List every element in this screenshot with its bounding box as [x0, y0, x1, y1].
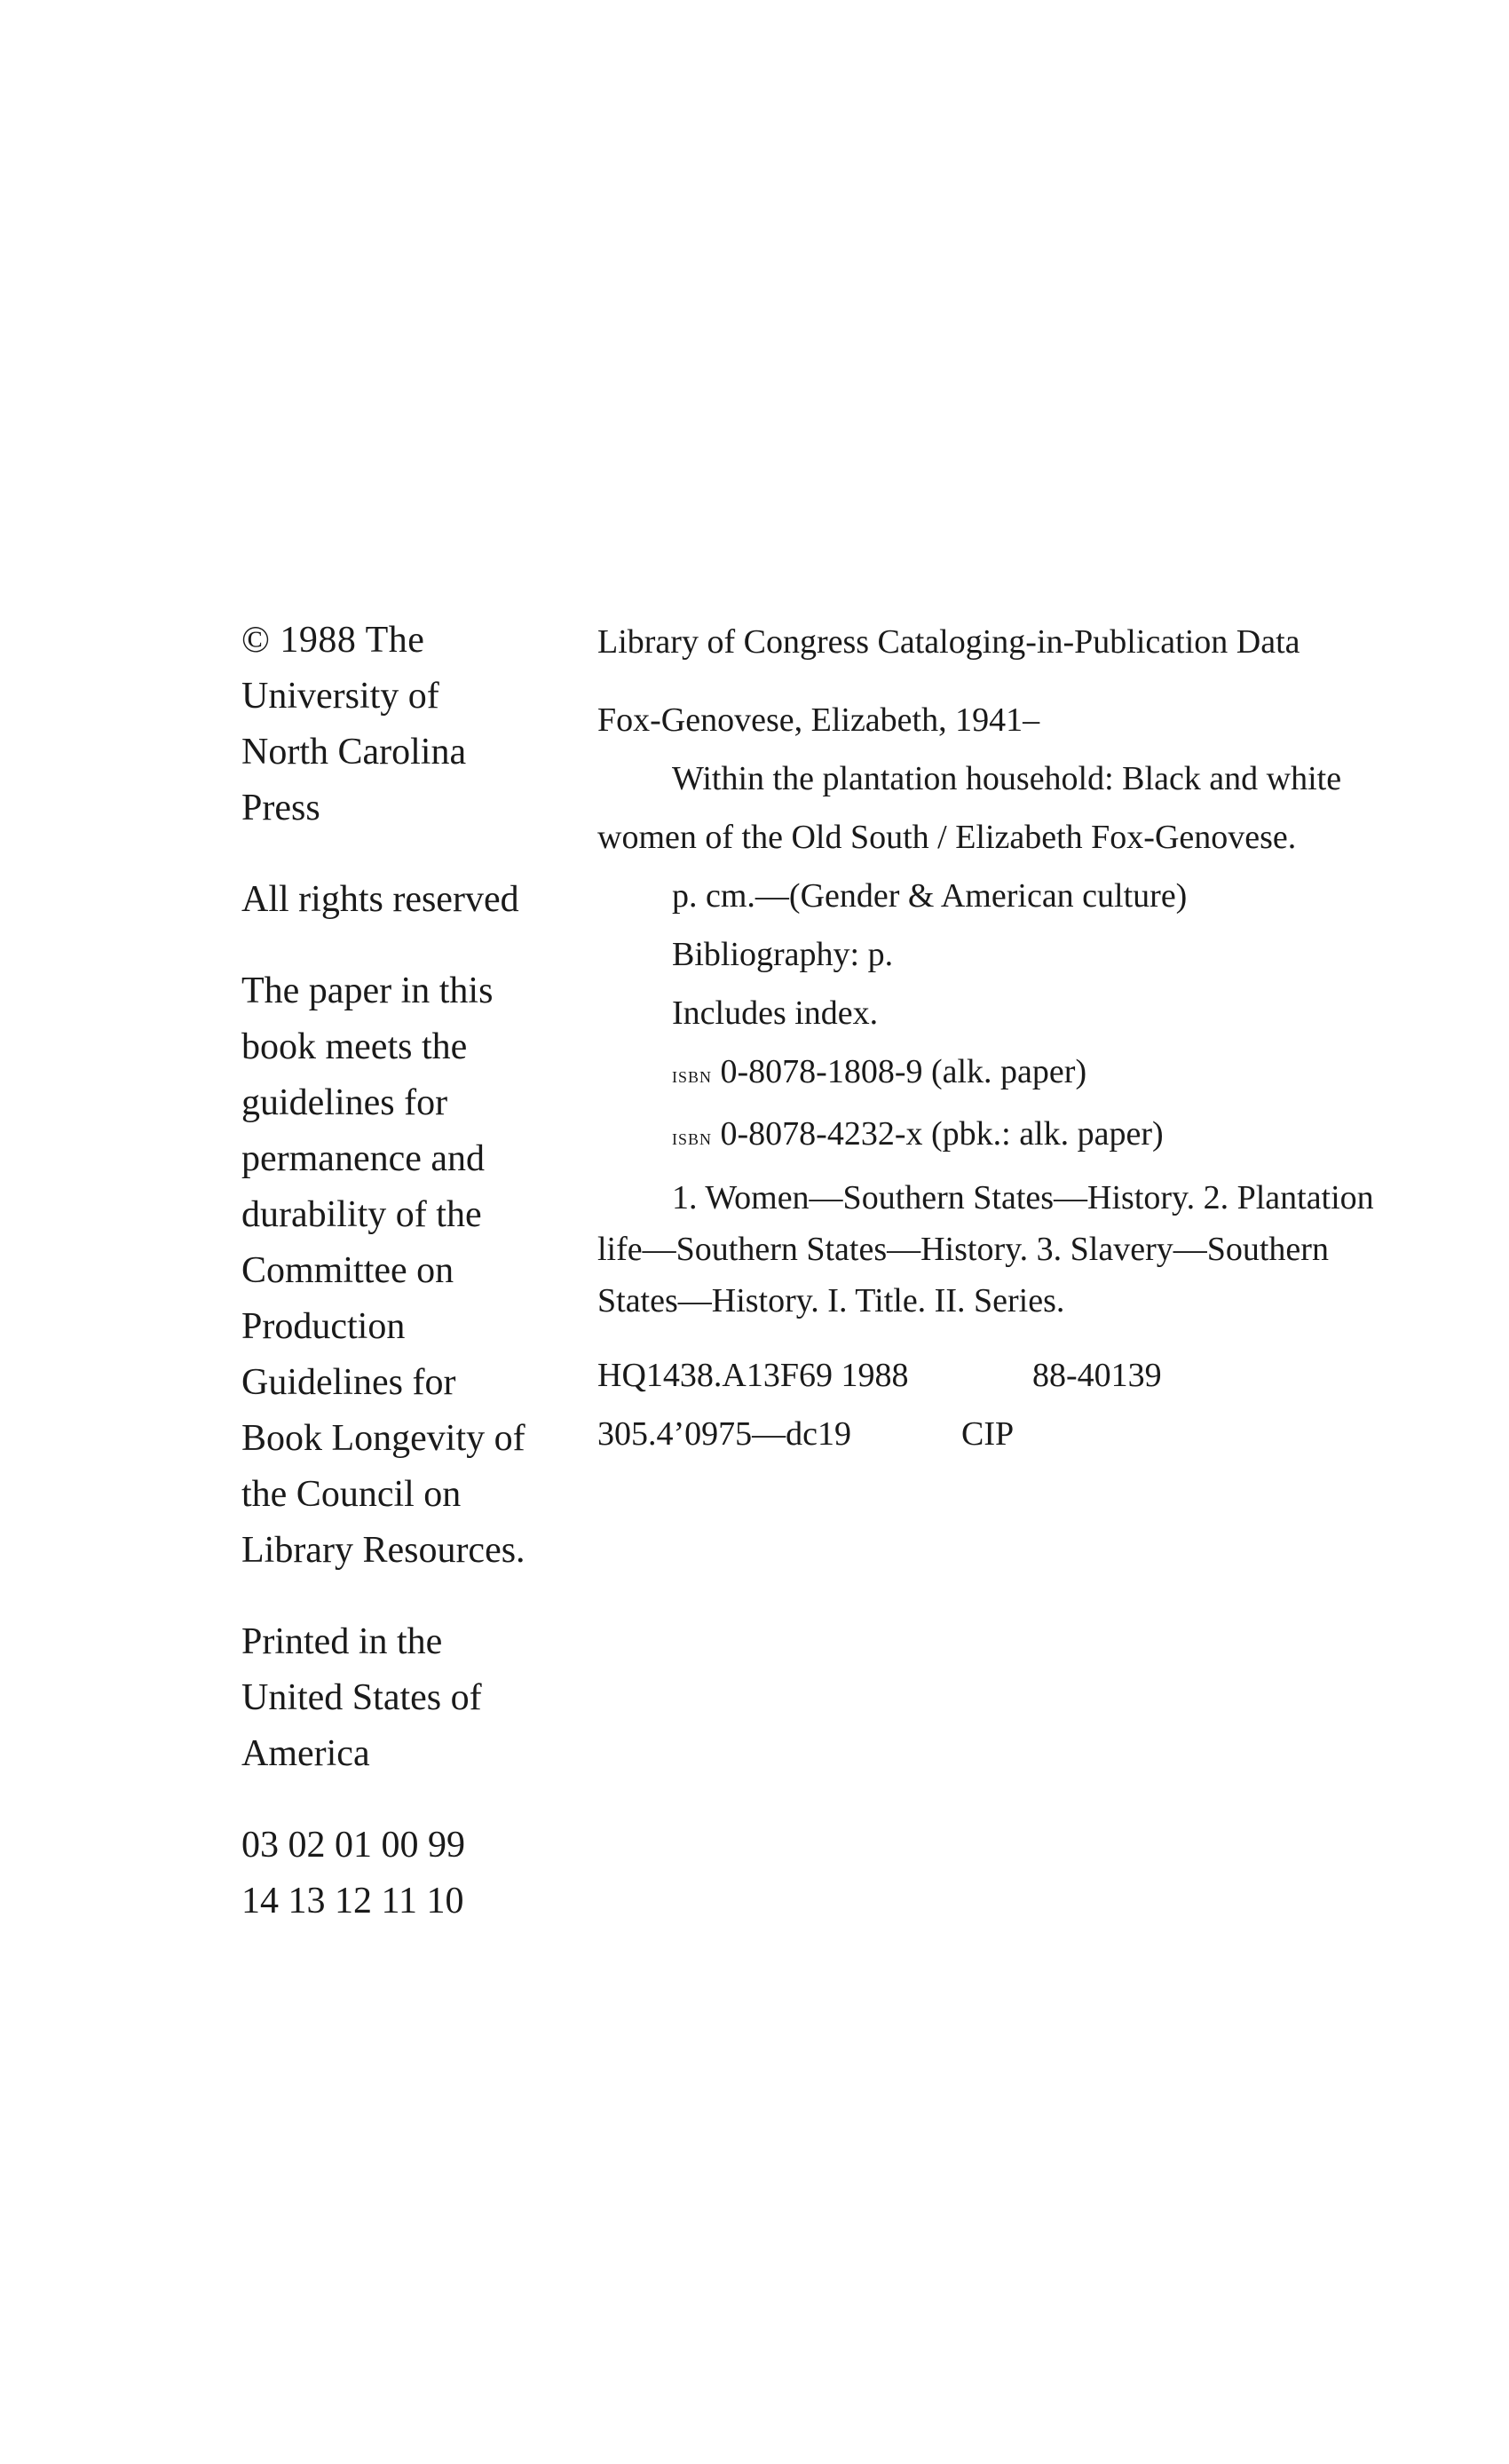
cip-title-line: women of the Old South / Elizabeth Fox-Genovese. [597, 819, 1297, 856]
left-column [241, 613, 565, 1929]
cip-author: Fox-Genovese, Elizabeth, 1941– [597, 701, 1040, 739]
copyright-notice [241, 613, 565, 836]
paper-note-line: Guidelines for [241, 1362, 456, 1403]
paper-note [241, 963, 565, 1579]
cip-bibliography: Bibliography: p. [672, 936, 894, 973]
isbn-label: isbn [672, 1062, 713, 1088]
paper-note-line: guidelines for [241, 1082, 448, 1123]
cip-collation: p. cm.—(Gender & American culture) [672, 877, 1188, 915]
printed-in [241, 1614, 565, 1782]
copyright-line: © 1988 The [241, 620, 425, 661]
printed-line: America [241, 1733, 370, 1774]
cip-isbn-2 [597, 1105, 1450, 1167]
print-run-line: 03 02 01 00 99 [241, 1825, 465, 1866]
lccn: 88-40139 [1032, 1357, 1162, 1394]
printed-line: United States of [241, 1677, 482, 1718]
subject-line: States—History. I. Title. II. Series. [597, 1282, 1065, 1319]
copyright-line: North Carolina [241, 732, 467, 772]
cip-classification [597, 1346, 1450, 1463]
rights-line: All rights reserved [241, 879, 519, 920]
paper-note-line: Book Longevity of [241, 1418, 525, 1459]
cip-index-note: Includes index. [672, 994, 879, 1032]
cip-title-line: Within the plantation household: Black and white [672, 760, 1342, 797]
paper-note-line: the Council on [241, 1474, 462, 1515]
paper-note-line: book meets the [241, 1026, 468, 1067]
cip-subjects [597, 1172, 1450, 1327]
isbn-label: isbn [672, 1124, 713, 1150]
lc-call-number: HQ1438.A13F69 1988 [597, 1357, 909, 1394]
paper-note-line: Committee on [241, 1250, 454, 1291]
paper-note-line: permanence and [241, 1138, 486, 1179]
print-run-line: 14 13 12 11 10 [241, 1881, 464, 1921]
printed-line: Printed in the [241, 1621, 443, 1662]
isbn-value: 0-8078-4232-x (pbk.: alk. paper) [720, 1115, 1164, 1153]
cip-isbn-1 [597, 1042, 1450, 1105]
cip-header: Library of Congress Cataloging-in-Publication Data [597, 623, 1300, 661]
copyright-line: Press [241, 788, 320, 828]
rights-statement [241, 872, 565, 928]
paper-note-line: Library Resources. [241, 1530, 525, 1571]
paper-note-line: Production [241, 1306, 406, 1347]
print-run [241, 1818, 565, 1929]
dewey-number: 305.4’0975—dc19 [597, 1415, 852, 1453]
paper-note-line: durability of the [241, 1194, 482, 1235]
subject-line: life—Southern States—History. 3. Slavery—Southern [597, 1231, 1329, 1268]
cip-label: CIP [961, 1415, 1015, 1453]
cip-block [597, 613, 1450, 1463]
subject-line: 1. Women—Southern States—History. 2. Plantation [672, 1179, 1374, 1216]
isbn-value: 0-8078-1808-9 (alk. paper) [720, 1053, 1087, 1090]
paper-note-line: The paper in this [241, 971, 494, 1011]
copyright-line: University of [241, 676, 439, 717]
